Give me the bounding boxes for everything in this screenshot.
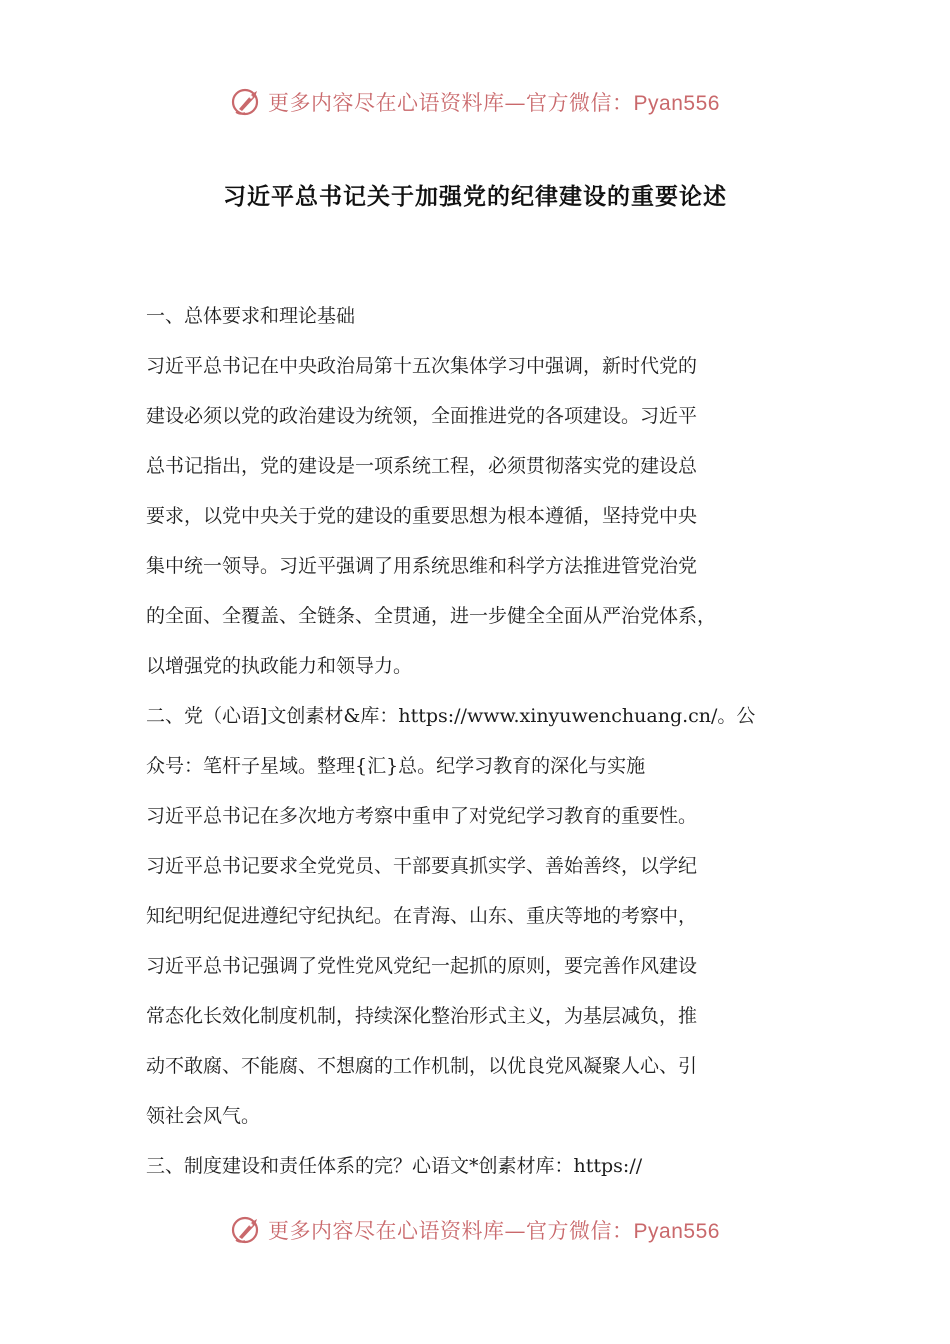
body-line: 知纪明纪促进遵纪守纪执纪。在青海、山东、重庆等地的考察中， [146,905,698,927]
body-line: 建设必须以党的政治建设为统领，全面推进党的各项建设。习近平 [146,405,698,427]
body-line: 众号：笔杆子星域。整理{汇}总。纪学习教育的深化与实施 [146,755,646,777]
pen-nib-logo-icon [230,1213,264,1247]
body-line: 要求，以党中央关于党的建设的重要思想为根本遵循，坚持党中央 [146,505,698,527]
body-line: 习近平总书记在多次地方考察中重申了对党纪学习教育的重要性。 [146,805,698,827]
body-line: 习近平总书记在中央政治局第十五次集体学习中强调，新时代党的 [146,355,698,377]
body-line: 总书记指出，党的建设是一项系统工程，必须贯彻落实党的建设总 [146,455,698,477]
body-line: 领社会风气。 [146,1105,261,1127]
document-title: 习近平总书记关于加强党的纪律建设的重要论述 [223,184,727,210]
section-heading-2: 二、党（心语]文创素材&库：https://www.xinyuwenchuang.cn/。公 [146,705,756,727]
body-line: 常态化长效化制度机制，持续深化整治形式主义，为基层减负，推 [146,1005,698,1027]
body-line: 习近平总书记要求全党党员、干部要真抓实学、善始善终，以学纪 [146,855,698,877]
document-body [146,291,806,1191]
section-heading-3: 三、制度建设和责任体系的完？心语文*创素材库：https:// [146,1155,643,1177]
header-watermark-banner [0,80,950,124]
body-line: 习近平总书记强调了党性党风党纪一起抓的原则，要完善作风建设 [146,955,698,977]
section-heading-1: 一、总体要求和理论基础 [146,305,356,327]
wechat-id: Pyan556 [633,92,720,115]
watermark-text: 更多内容尽在心语资料库—官方微信：Pyan556 [268,1219,720,1243]
body-line: 集中统一领导。习近平强调了用系统思维和科学方法推进管党治党 [146,555,698,577]
body-line: 以增强党的执政能力和领导力。 [146,655,413,677]
watermark-text: 更多内容尽在心语资料库—官方微信：Pyan556 [268,91,720,115]
pen-nib-logo-icon [230,85,264,119]
wechat-id: Pyan556 [633,1220,720,1243]
body-line: 的全面、全覆盖、全链条、全贯通，进一步健全全面从严治党体系， [146,605,717,627]
footer-watermark-banner [0,1208,950,1252]
body-line: 动不敢腐、不能腐、不想腐的工作机制，以优良党风凝聚人心、引 [146,1055,698,1077]
